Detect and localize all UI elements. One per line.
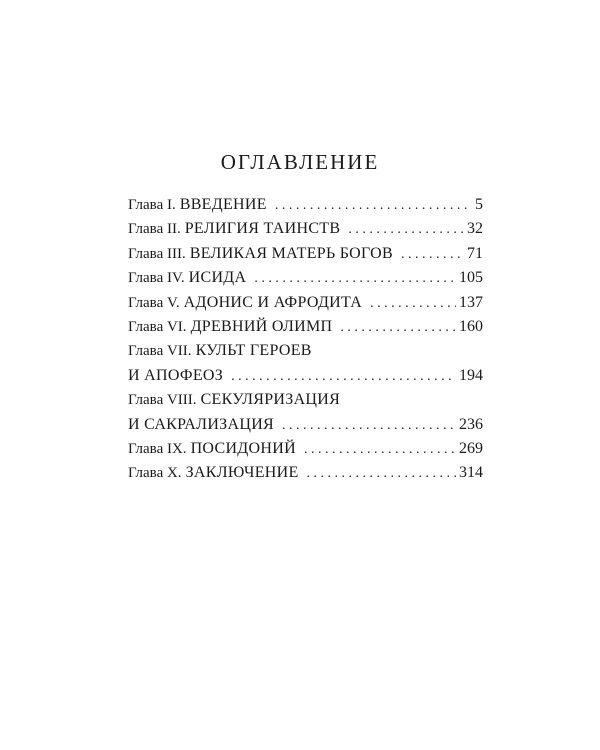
chapter-number: Глава II. xyxy=(128,221,181,238)
toc-entry-label xyxy=(128,266,246,290)
dot-leader xyxy=(231,365,456,389)
toc-entry-first-line xyxy=(128,388,483,412)
toc-entry xyxy=(128,266,483,290)
toc-entry xyxy=(128,437,483,461)
chapter-title-continuation: И АПОФЕОЗ xyxy=(128,366,224,384)
chapter-number: Глава III. xyxy=(128,245,186,262)
chapter-title: ВВЕДЕНИЕ xyxy=(179,196,267,213)
dot-leader xyxy=(307,462,456,486)
toc-title: ОГЛАВЛЕНИЕ xyxy=(220,150,380,174)
toc-entry-continuation xyxy=(128,364,483,388)
toc-entry-continuation xyxy=(128,413,483,437)
page-number: 269 xyxy=(459,439,483,457)
page-number: 71 xyxy=(467,244,483,262)
page-number: 32 xyxy=(467,220,483,238)
chapter-number: Глава V. xyxy=(128,294,180,311)
toc-entry-label xyxy=(128,339,312,363)
chapter-title: ЗАКЛЮЧЕНИЕ xyxy=(185,464,299,482)
dot-leader xyxy=(401,243,464,267)
toc-entry xyxy=(128,291,483,315)
chapter-number: Глава IX. xyxy=(128,440,187,457)
page-number: 314 xyxy=(459,464,483,482)
dot-leader xyxy=(370,292,456,316)
toc-entry xyxy=(128,242,483,266)
dot-leader xyxy=(304,438,456,462)
chapter-title: РЕЛИГИЯ ТАИНСТВ xyxy=(184,220,341,238)
toc-entry-label xyxy=(128,388,340,412)
page-number: 236 xyxy=(459,415,483,433)
chapter-number: Глава I. xyxy=(128,197,176,213)
toc-entry xyxy=(128,217,483,241)
page-number: 105 xyxy=(459,269,483,287)
toc-entry-label xyxy=(128,242,393,266)
chapter-title: СЕКУЛЯРИЗАЦИЯ xyxy=(200,391,341,409)
chapter-title: ИСИДА xyxy=(188,269,247,287)
toc-entry xyxy=(128,315,483,339)
toc-entry-label xyxy=(128,291,362,315)
chapter-title: ДРЕВНИЙ ОЛИМП xyxy=(190,317,333,335)
page-number: 5 xyxy=(475,196,483,213)
toc-entry-label xyxy=(128,193,267,217)
page-number: 137 xyxy=(459,293,483,311)
page-number: 160 xyxy=(459,317,483,335)
chapter-title: АДОНИС И АФРОДИТА xyxy=(183,293,363,311)
chapter-number: Глава VII. xyxy=(128,343,192,360)
dot-leader xyxy=(254,267,456,291)
chapter-title-continuation: И САКРАЛИЗАЦИЯ xyxy=(128,415,275,433)
chapter-number: Глава IV. xyxy=(128,270,185,287)
toc-entry xyxy=(128,461,483,485)
toc-list xyxy=(128,193,483,486)
dot-leader xyxy=(340,316,456,340)
dot-leader xyxy=(348,218,464,242)
chapter-title: ВЕЛИКАЯ МАТЕРЬ БОГОВ xyxy=(189,244,393,262)
toc-entry-first-line xyxy=(128,339,483,363)
dot-leader xyxy=(275,194,472,218)
chapter-title: КУЛЬТ ГЕРОЕВ xyxy=(195,342,312,360)
chapter-number: Глава VIII. xyxy=(128,392,197,409)
chapter-number: Глава VI. xyxy=(128,318,187,335)
chapter-number: Глава X. xyxy=(128,465,182,482)
chapter-title: ПОСИДОНИЙ xyxy=(190,439,296,457)
page-number: 194 xyxy=(459,366,483,384)
toc-entry-label xyxy=(128,315,332,339)
toc-entry xyxy=(128,193,483,217)
dot-leader xyxy=(282,414,456,438)
toc-entry-label xyxy=(128,217,340,241)
toc-entry-label xyxy=(128,461,299,485)
toc-entry-label xyxy=(128,437,296,461)
